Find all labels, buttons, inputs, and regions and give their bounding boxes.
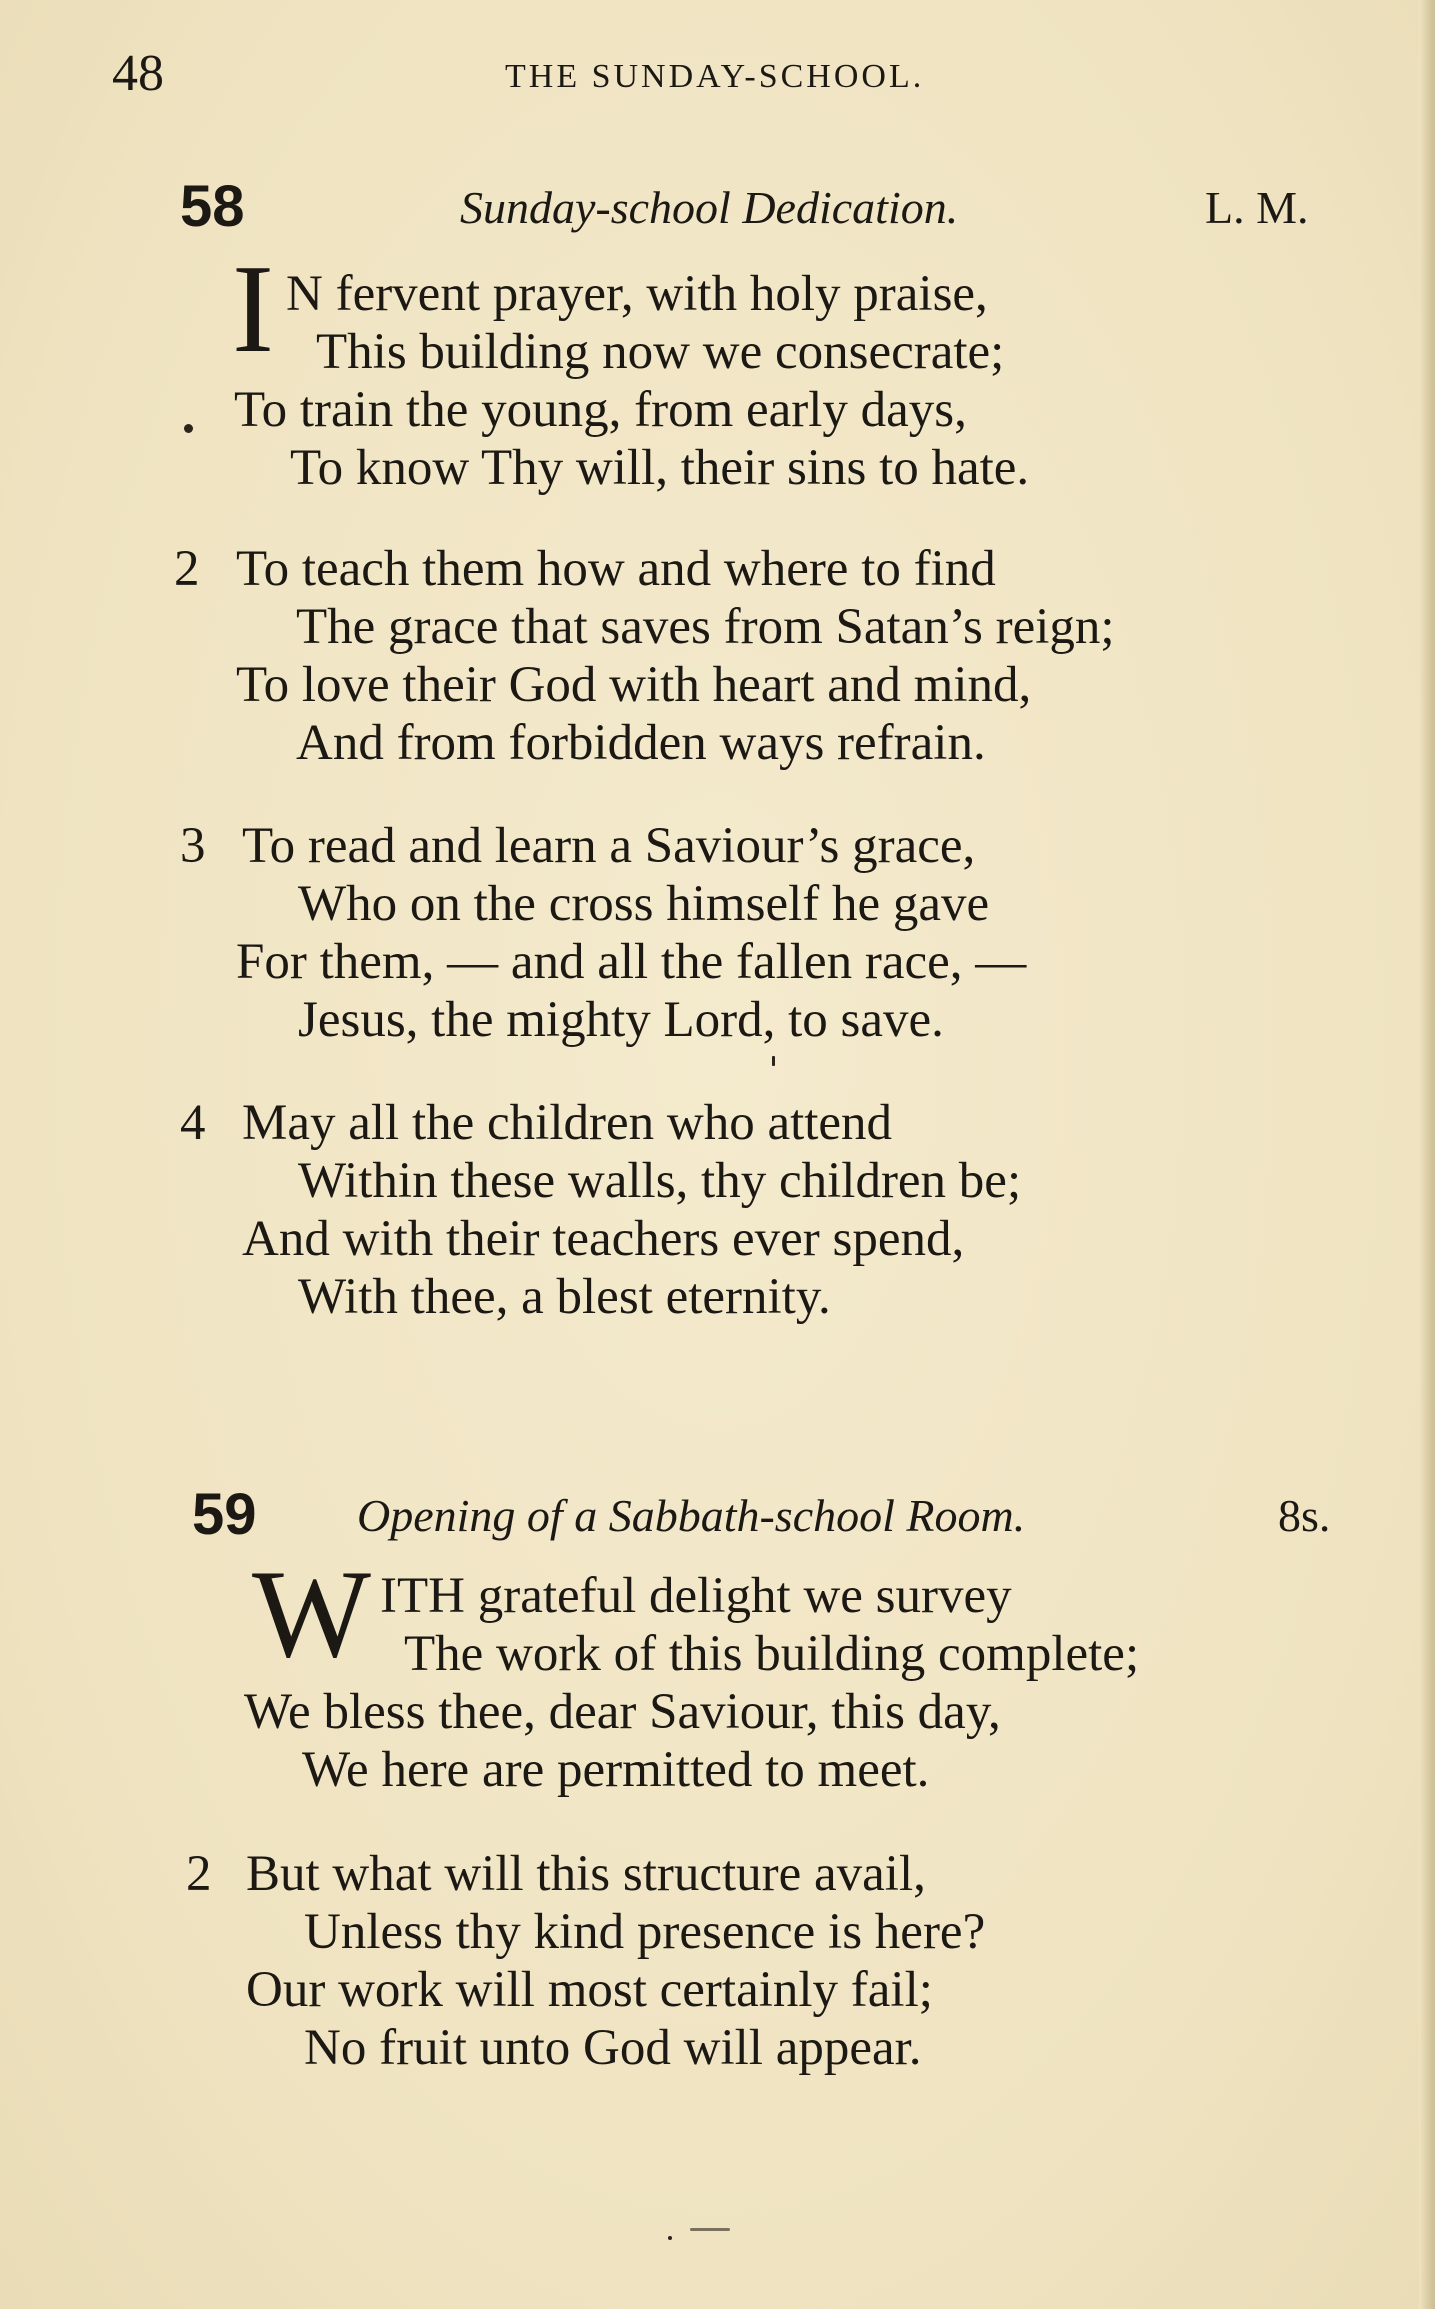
verse-line: The work of this building complete; xyxy=(404,1626,1140,1682)
hymn-59-header xyxy=(192,1480,1352,1550)
verse-line: For them, — and all the fallen race, — xyxy=(236,934,1027,990)
drop-cap: W xyxy=(252,1545,371,1684)
verse-line: To read and learn a Saviour’s grace, xyxy=(242,818,976,874)
hymn-title: Sunday-school Dedication. xyxy=(460,182,959,233)
verse-line: Who on the cross himself he gave xyxy=(298,876,990,932)
verse-number: 2 xyxy=(174,541,200,597)
verse-line: This building now we consecrate; xyxy=(316,324,1005,380)
hymn-meter: 8s. xyxy=(1278,1490,1331,1541)
hymn-title: Opening of a Sabbath-school Room. xyxy=(357,1490,1026,1541)
verse-line: Unless thy kind presence is here? xyxy=(304,1904,986,1960)
verse-line: N fervent prayer, with holy praise, xyxy=(286,266,988,322)
verse-number: 2 xyxy=(186,1846,212,1902)
verse-line: And with their teachers ever spend, xyxy=(242,1211,965,1267)
verse-line: We bless thee, dear Saviour, this day, xyxy=(244,1684,1001,1740)
verse-line: And from forbidden ways refrain. xyxy=(296,715,986,771)
running-head xyxy=(112,44,1302,104)
verse-number: 4 xyxy=(180,1095,206,1151)
verse-line: The grace that saves from Satan’s reign; xyxy=(296,599,1115,655)
print-speck xyxy=(668,2236,672,2240)
verse-number: 3 xyxy=(180,818,206,874)
verse-line: Our work will most certainly fail; xyxy=(246,1962,933,2018)
running-head-title: THE SUNDAY-SCHOOL. xyxy=(505,58,925,95)
print-speck xyxy=(772,1056,775,1066)
verse-line: With thee, a blest eternity. xyxy=(298,1269,831,1325)
verse-line: May all the children who attend xyxy=(242,1095,893,1151)
hymn-number: 58 xyxy=(180,174,245,239)
verse-line: But what will this structure avail, xyxy=(246,1846,926,1902)
print-speck xyxy=(184,424,193,433)
verse-line: We here are permitted to meet. xyxy=(302,1742,930,1798)
verse-line: To train the young, from early days, xyxy=(234,382,967,438)
drop-cap: I xyxy=(232,240,274,379)
hymn-meter: L. M. xyxy=(1205,182,1309,233)
verse-line: ITH grateful delight we survey xyxy=(380,1568,1012,1624)
page-number: 48 xyxy=(112,45,164,102)
verse-line: Within these walls, thy children be; xyxy=(298,1153,1022,1209)
verse-line: To teach them how and where to find xyxy=(236,541,996,597)
verse-line: No fruit unto God will appear. xyxy=(304,2020,922,2076)
hymn-58-header xyxy=(180,172,1340,242)
print-speck xyxy=(690,2228,730,2231)
page-edge xyxy=(1419,0,1435,2309)
verse-line: To know Thy will, their sins to hate. xyxy=(290,440,1030,496)
verse-line: To love their God with heart and mind, xyxy=(236,657,1032,713)
verse-line: Jesus, the mighty Lord, to save. xyxy=(298,992,944,1048)
hymn-number: 59 xyxy=(192,1482,257,1547)
